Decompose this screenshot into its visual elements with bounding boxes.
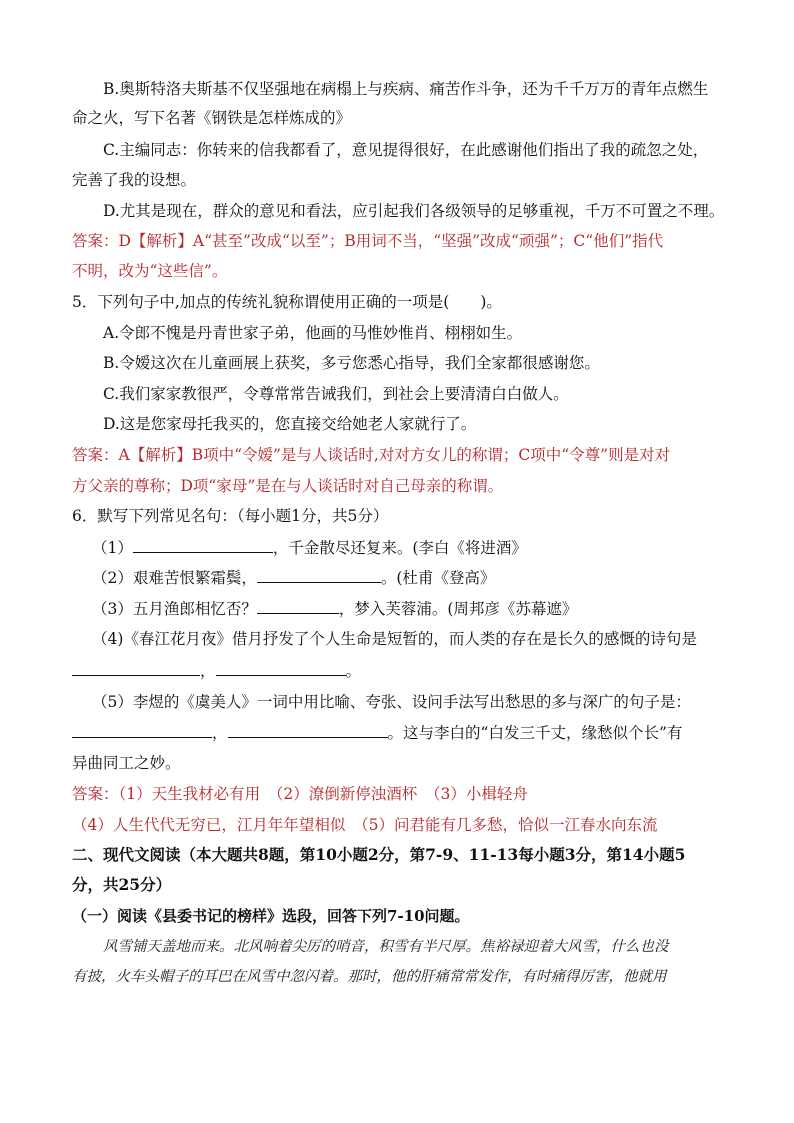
passage-line2: 有披，火车头帽子的耳巴在风雪中忽闪着。那时，他的肝痛常常发作，有时痛得厉害，他就用 [72,969,667,985]
q6-item4-separator: ， [200,662,216,680]
q6-item4-blank-2[interactable] [216,659,346,676]
q6-item5-line3: 异曲同工之妙。 [72,754,181,772]
q6-item4-line2 [72,659,361,682]
q6-item1 [92,536,527,559]
q6-item1-blank[interactable] [133,536,273,553]
q6-item5-blank-2[interactable] [228,721,388,738]
q6-item4-blank-1[interactable] [72,659,200,676]
q6-item3-before: （3）五月渔郎相忆否？ [92,600,257,618]
q5-option-a: A.令郎不愧是丹青世家子弟，他画的马惟妙惟肖、栩栩如生。 [103,324,523,342]
q6-item2-after: 。(杜甫《登高》 [380,569,496,587]
q6-item2 [92,566,495,589]
q6-answer-line2: （4）人生代代无穷已，江月年年望相似 （5）问君能有几多愁，恰似一江春水向东流 [72,816,658,834]
section2-heading-line1: 二、现代文阅读（本大题共8题，第10小题2分，第7-9、11-13每小题3分，第14小题5 [72,845,686,864]
passage-line1: 风雪铺天盖地而来。北风响着尖厉的哨音，积雪有半尺厚。焦裕禄迎着大风雪，什么也没 [103,939,669,955]
q6-item2-before: （2）艰难苦恨繁霜鬓， [92,569,257,587]
q6-item1-after: ，千金散尽还复来。(李白《将进酒》 [272,539,527,557]
q6-item1-number: （1） [92,539,133,557]
q4-answer-line2: 不明，改为“这些信”。 [72,262,228,280]
q4-option-c-line2: 完善了我的设想。 [72,171,197,189]
q6-item4-end: 。 [345,662,362,680]
q4-answer-line1: 答案：D【解析】A“甚至”改成“以至”；B用词不当，“坚强”改成“顽强”；C“他们”指代 [72,232,664,250]
q5-option-d: D.这是您家母托我买的，您直接交给她老人家就行了。 [103,415,477,433]
q4-option-c-line1: C.主编同志：你转来的信我都看了，意见提得很好，在此感谢他们指出了我的疏忽之处， [103,141,709,159]
q5-option-c: C.我们家家教很严，令尊常常告诫我们，到社会上要清清白白做人。 [103,385,569,403]
q6-item5-after: 。这与李白的“白发三千丈，缘愁似个长”有 [387,724,683,742]
q6-item4-line1: （4)《春江花月夜》借月抒发了个人生命是短暂的，而人类的存在是长久的感慨的诗句是 [92,630,697,648]
q6-item3-blank[interactable] [257,597,339,614]
section2-sub-heading: （一）阅读《县委书记的榜样》选段，回答下列7-10问题。 [72,907,470,925]
q4-option-d: D.尤其是现在，群众的意见和看法，应引起我们各级领导的足够重视，千万不可置之不理。 [103,202,725,220]
q4-option-b-line2: 命之火，写下名著《钢铁是怎样炼成的》 [72,109,352,127]
section2-heading-line2: 分，共25分） [72,875,172,894]
q6-item3 [92,597,577,620]
q5-answer-line2: 方父亲的尊称；D项“家母”是在与人谈话时对自己母亲的称谓。 [72,477,504,495]
q6-item2-blank[interactable] [257,566,381,583]
q6-item5-line2 [72,721,682,744]
q4-option-b-line1: B.奥斯特洛夫斯基不仅坚强地在病榻上与疾病、痛苦作斗争，还为千千万万的青年点燃生 [103,80,709,98]
q6-item5-line1: （5）李煜的《虞美人》一词中用比喻、夸张、设问手法写出愁思的多与深广的句子是： [92,693,691,711]
q6-stem: 6．默写下列常见名句：（每小题1分，共5分） [72,507,389,525]
q6-item5-separator: ， [212,724,228,742]
q5-option-b: B.令嫒这次在儿童画展上获奖，多亏您悉心指导，我们全家都很感谢您。 [103,354,600,372]
q6-item3-after: ，梦入芙蓉浦。(周邦彦《苏幕遮》 [338,600,578,618]
q6-item5-blank-1[interactable] [72,721,212,738]
q5-answer-line1: 答案：A【解析】B项中“令嫒”是与人谈话时,对对方女儿的称谓；C项中“令尊”则是对对 [72,446,671,464]
q6-answer-line1: 答案：（1）天生我材必有用 （2）潦倒新停浊酒杯 （3）小楫轻舟 [72,785,528,803]
q5-stem: 5．下列句子中,加点的传统礼貌称谓使用正确的一项是( )。 [72,293,502,311]
